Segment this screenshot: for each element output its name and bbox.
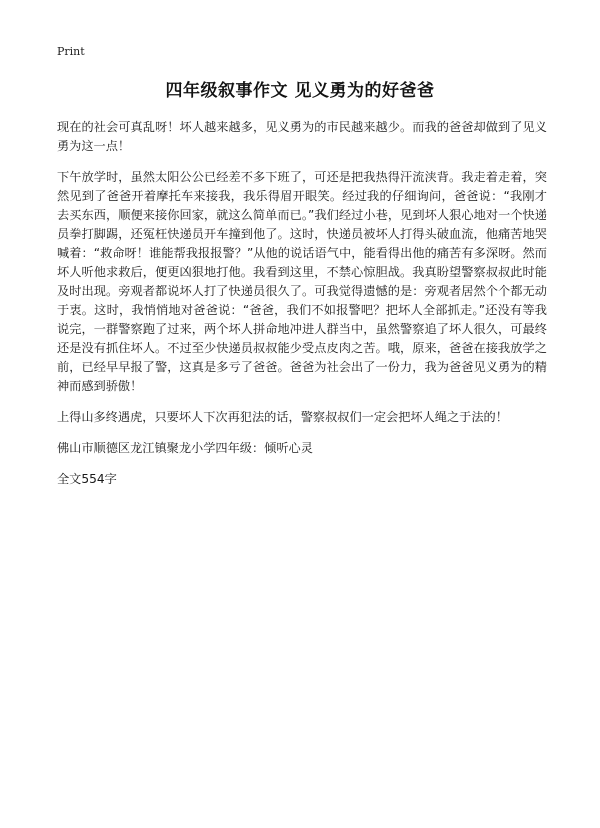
intro-paragraph: 现在的社会可真乱呀！坏人越来越多，见义勇为的市民越来越少。而我的爸爸却做到了见义勇为这一点！ (57, 120, 547, 153)
word-count: 全文554字 (57, 472, 117, 486)
conclusion-paragraph: 上得山多终遇虎，只要坏人下次再犯法的话，警察叔叔们一定会把坏人绳之于法的！ (57, 410, 508, 424)
author-line: 佛山市顺德区龙江镇聚龙小学四年级：倾听心灵 (57, 441, 313, 455)
article-title: 四年级叙事作文 见义勇为的好爸爸 (165, 81, 435, 101)
article-body (57, 118, 547, 501)
print-link[interactable]: Print (57, 45, 85, 58)
story-paragraph: 下午放学时，虽然太阳公公已经差不多下班了，可还是把我热得汗流浃背。我走着走着，突然见到了爸爸开着摩托车来接我，我乐得眉开眼笑。经过我的仔细询问，爸爸说：“我刚才去买东西，顺便来接你回家，就这么简单而已。”我们经过小巷，见到坏人狠心地对一个快递员拳打脚踢，还冤枉快递员开车撞到他了。这时，快递员被坏人打得头破血流，他痛苦地哭喊着：“救命呀！谁能帮我报报警？”从他的说话语气中，能看得出他的痛苦有多深呀。然而坏人听他求救后，便更凶狠地打他。我看到这里，不禁心惊胆战。我真盼望警察叔叔此时能及时出现。旁观者都说坏人打了快递员很久了。可我觉得遗憾的是：旁观者居然个个都无动于衷。这时，我悄悄地对爸爸说：“爸爸，我们不如报警吧？把坏人全部抓走。”还没有等我说完，一群警察跑了过来，两个坏人拼命地冲进人群当中，虽然警察追了坏人很久，可最终还是没有抓住坏人。不过至少快递员叔叔能少受点皮肉之苦。哦，原来，爸爸在接我放学之前，已经早早报了警，这真是多亏了爸爸。爸爸为社会出了一份力，我为爸爸见义勇为的精神而感到骄傲！ (57, 170, 547, 393)
